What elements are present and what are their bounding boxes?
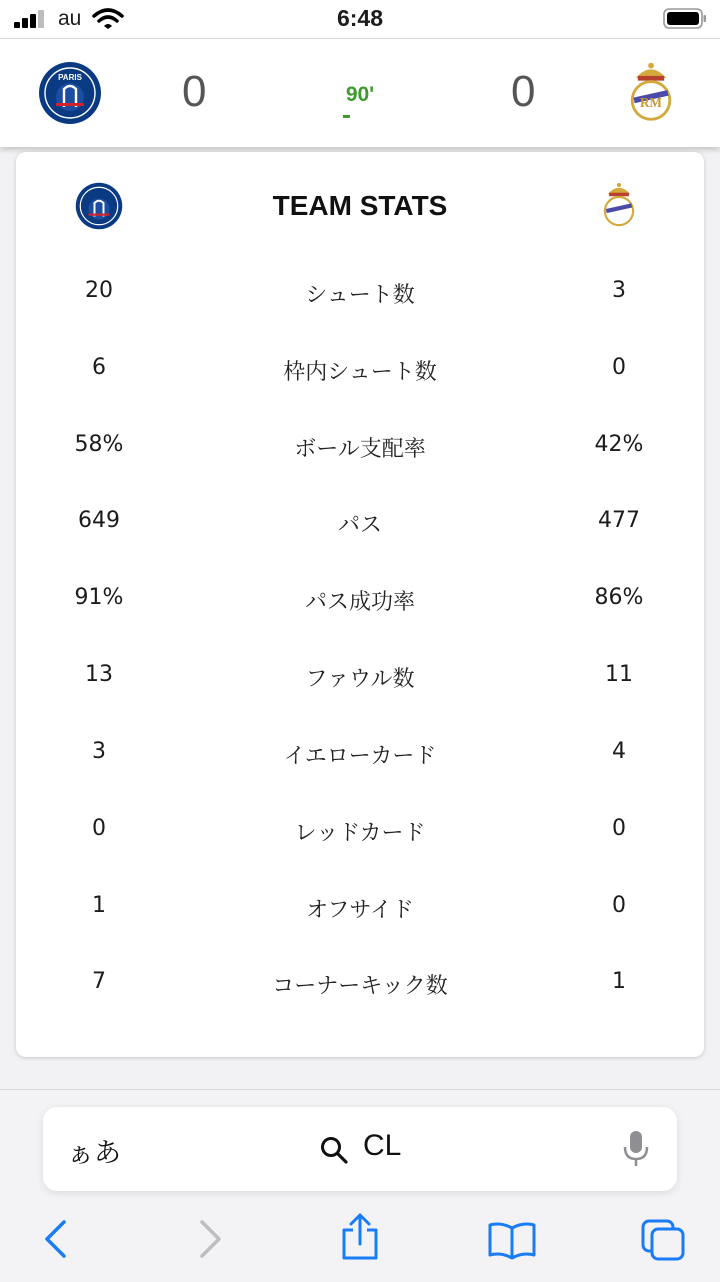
- stat-label: パス成功率: [304, 590, 415, 615]
- search-icon: [319, 1135, 349, 1165]
- status-time: 6:48: [336, 5, 384, 31]
- battery-icon: [663, 8, 707, 29]
- psg-crest-text: PARIS: [58, 73, 82, 82]
- home-stat-value: 0: [92, 816, 106, 841]
- stat-row-possession: [16, 426, 704, 466]
- home-stat-value: 3: [92, 739, 106, 764]
- carrier-name: au: [58, 7, 82, 30]
- back-icon[interactable]: [40, 1218, 70, 1260]
- stat-row-passes: [16, 502, 704, 542]
- away-stat-value: 42%: [594, 432, 644, 457]
- away-stat-value: 11: [605, 662, 633, 687]
- away-score: 0: [511, 67, 536, 116]
- stat-row-yellow-cards: [16, 733, 704, 773]
- home-stat-value: 91%: [74, 585, 124, 610]
- bookmarks-icon[interactable]: [487, 1220, 537, 1260]
- away-stat-value: 86%: [594, 585, 644, 610]
- away-stat-value: 0: [612, 893, 626, 918]
- home-stat-value: 6: [92, 355, 106, 380]
- team-stats-card: [16, 152, 704, 1057]
- home-stat-value: 58%: [74, 432, 124, 457]
- home-stat-value: 20: [85, 278, 113, 303]
- stat-row-red-cards: [16, 810, 704, 850]
- stat-label: 枠内シュート数: [283, 360, 437, 385]
- away-stat-value: 4: [612, 739, 626, 764]
- stat-row-shots: [16, 272, 704, 312]
- real-madrid-crest-text: RM: [640, 95, 662, 110]
- stat-row-fouls: [16, 656, 704, 696]
- status-bar: [0, 0, 720, 38]
- text-size-button[interactable]: ぁあ: [67, 1138, 121, 1169]
- stat-row-shots-on-target: [16, 349, 704, 389]
- stat-label: レッドカード: [294, 821, 426, 846]
- home-stat-value: 1: [92, 893, 106, 918]
- match-minute: 90': [345, 83, 375, 106]
- real-madrid-crest-small-icon: [595, 180, 643, 228]
- away-stat-value: 477: [598, 508, 640, 533]
- microphone-icon[interactable]: [621, 1129, 651, 1169]
- stat-row-corner-kicks: [16, 963, 704, 1003]
- real-madrid-crest-icon[interactable]: [619, 59, 683, 123]
- away-stat-value: 0: [612, 355, 626, 380]
- stats-title: TEAM STATS: [272, 190, 448, 221]
- stat-label: イエローカード: [283, 744, 437, 769]
- psg-crest-icon[interactable]: [38, 61, 102, 125]
- home-stat-value: 7: [92, 969, 106, 994]
- stat-row-pass-accuracy: [16, 579, 704, 619]
- stat-label: オフサイド: [306, 898, 414, 923]
- share-icon[interactable]: [340, 1212, 380, 1262]
- forward-icon[interactable]: [196, 1218, 226, 1260]
- home-score: 0: [182, 67, 207, 116]
- browser-toolbar: [0, 1089, 720, 1282]
- stat-label: ファウル数: [305, 667, 415, 692]
- match-score-header: [0, 38, 720, 147]
- stat-label: パス: [337, 513, 382, 538]
- search-query-text[interactable]: CL: [363, 1129, 402, 1162]
- stat-label: ボール支配率: [294, 437, 426, 462]
- away-stat-value: 3: [612, 278, 626, 303]
- stat-row-offsides: [16, 887, 704, 927]
- away-stat-value: 1: [612, 969, 626, 994]
- home-stat-value: 13: [85, 662, 113, 687]
- home-stat-value: 649: [78, 508, 120, 533]
- address-bar[interactable]: [43, 1107, 677, 1191]
- minute-indicator: [343, 115, 350, 118]
- tabs-icon[interactable]: [640, 1218, 686, 1262]
- stat-label: コーナーキック数: [272, 974, 448, 999]
- stat-label: シュート数: [305, 283, 415, 308]
- away-stat-value: 0: [612, 816, 626, 841]
